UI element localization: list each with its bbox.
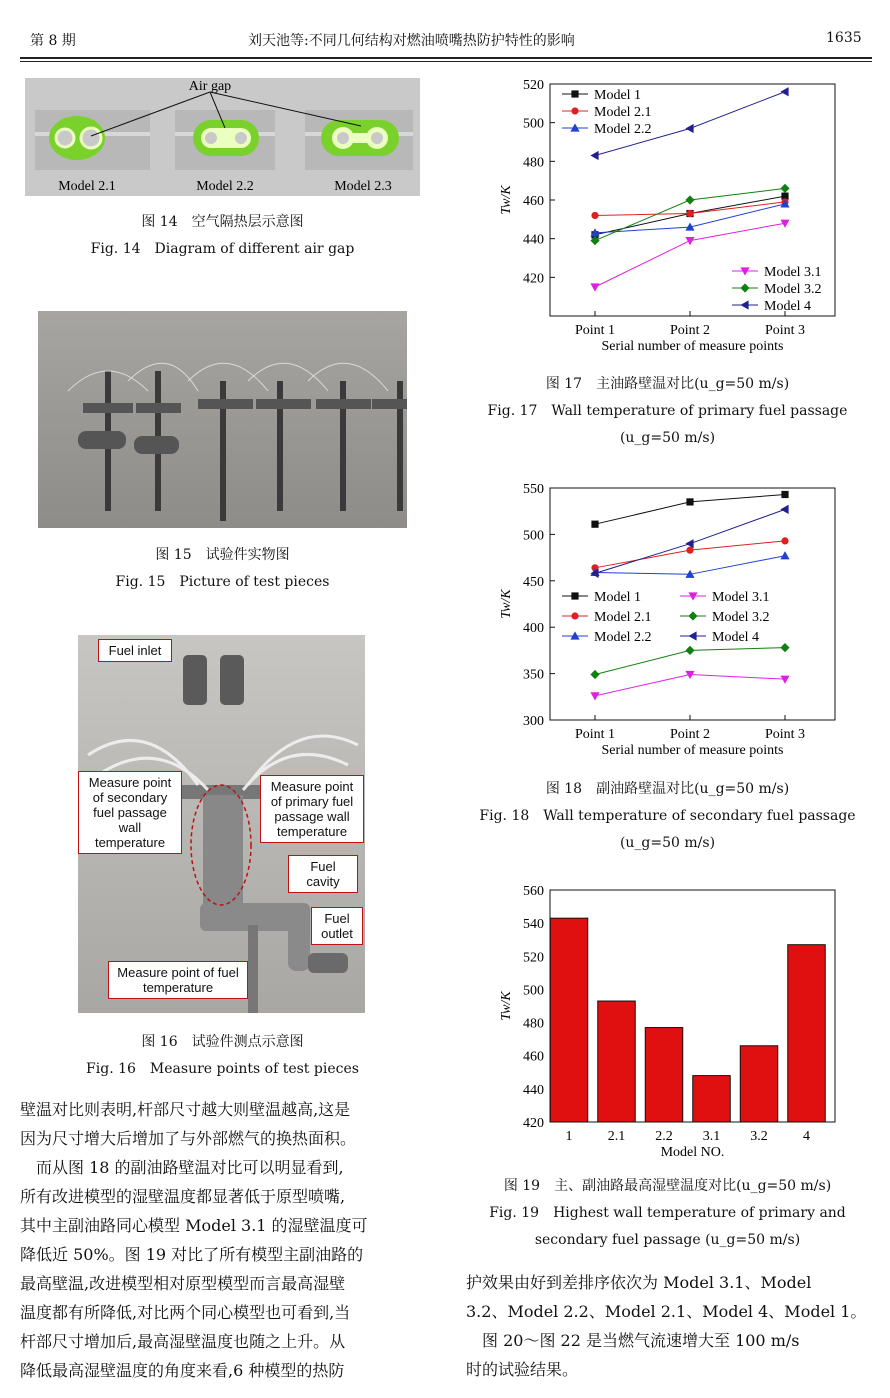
bar xyxy=(645,1028,683,1122)
header-rule-thin xyxy=(20,61,872,62)
text-line: 所有改进模型的湿壁温度都显著低于原型喷嘴, xyxy=(20,1187,346,1206)
bar xyxy=(740,1046,778,1122)
data-point xyxy=(590,670,599,679)
series-line xyxy=(595,223,785,287)
legend-label: Model 4 xyxy=(764,299,812,314)
x-tick-label: 3.2 xyxy=(750,1129,768,1144)
legend-label: Model 3.2 xyxy=(764,282,822,297)
left-body-text xyxy=(20,1095,430,1385)
data-point xyxy=(686,210,693,217)
fig14-diagram xyxy=(25,78,420,196)
model-2-2-drawing xyxy=(175,110,275,170)
fig18-caption-en-2: (u_g=50 m/s) xyxy=(619,835,716,851)
fig16-photo xyxy=(78,635,365,1013)
fig18-caption-cn: 图 18 副油路壁温对比(u_g=50 m/s) xyxy=(545,781,790,797)
text-line: 壁温对比则表明,杆部尺寸越大则壁温越高,这是 xyxy=(20,1100,351,1119)
data-point xyxy=(590,283,599,291)
data-point xyxy=(780,87,788,96)
text-line: 因为尺寸增大后增加了与外部燃气的换热面积。 xyxy=(20,1129,357,1148)
data-point xyxy=(685,237,694,245)
legend-label: Model 2.2 xyxy=(594,630,652,645)
data-point xyxy=(686,498,693,505)
bar xyxy=(598,1001,636,1122)
x-tick-label: 2.1 xyxy=(607,1129,626,1144)
x-tick-label: Point 2 xyxy=(669,727,711,742)
model-2-3-drawing xyxy=(305,110,413,170)
legend-marker xyxy=(571,107,578,114)
data-point xyxy=(781,491,788,498)
x-tick-label: Point 3 xyxy=(764,727,806,742)
bar xyxy=(550,918,588,1122)
fig17-caption-en: Fig. 17 Wall temperature of primary fuel passage xyxy=(487,403,848,419)
y-tick-label: 460 xyxy=(523,1049,544,1065)
x-tick-label: 3.1 xyxy=(702,1129,721,1144)
data-point xyxy=(780,643,789,652)
fig15-caption-cn: 图 15 试验件实物图 xyxy=(155,547,290,563)
fig17-caption-cn: 图 17 主油路壁温对比(u_g=50 m/s) xyxy=(545,376,790,392)
text-line: 杆部尺寸增加后,最高湿壁温度也随之上升。从 xyxy=(20,1332,346,1351)
fig19-caption-cn: 图 19 主、副油路最高湿壁温度对比(u_g=50 m/s) xyxy=(503,1178,832,1194)
text-line: 护效果由好到差排序依次为 Model 3.1、Model xyxy=(466,1273,812,1292)
bar xyxy=(788,945,826,1122)
data-point xyxy=(781,537,788,544)
data-point xyxy=(780,184,789,193)
y-tick-label: 440 xyxy=(523,232,544,248)
model-2-2-label: Model 2.2 xyxy=(196,179,254,194)
y-tick-label: 560 xyxy=(523,884,544,899)
data-point xyxy=(590,151,598,160)
legend-label: Model 3.1 xyxy=(764,265,822,280)
fig17-caption-en-2: (u_g=50 m/s) xyxy=(619,430,716,446)
data-point xyxy=(685,124,693,133)
fig15-illustration xyxy=(38,311,407,528)
model-2-3-label: Model 2.3 xyxy=(334,179,392,194)
x-tick-label: Point 2 xyxy=(669,323,711,338)
fuel-inlet-label: Fuel inlet xyxy=(98,639,172,662)
y-tick-label: 500 xyxy=(523,116,544,132)
primary-measure-label: Measure point of primary fuel passage wall temperature xyxy=(260,775,364,843)
y-tick-label: 550 xyxy=(523,482,544,497)
legend-marker xyxy=(688,631,696,640)
y-tick-label: 420 xyxy=(523,1116,544,1131)
x-tick-label: Point 3 xyxy=(764,323,806,338)
legend-marker xyxy=(688,611,697,620)
y-tick-label: 450 xyxy=(523,574,544,590)
text-line: 其中主副油路同心模型 Model 3.1 的湿壁温度可 xyxy=(20,1216,368,1235)
fig14-caption-en: Fig. 14 Diagram of different air gap xyxy=(90,241,355,257)
fig19-caption-en-2: secondary fuel passage (u_g=50 m/s) xyxy=(534,1232,801,1248)
x-axis-label: Serial number of measure points xyxy=(601,743,784,758)
legend-marker xyxy=(571,90,578,97)
fig17-chart xyxy=(490,74,840,364)
fig15-photo xyxy=(38,311,407,528)
y-tick-label: 480 xyxy=(523,1016,544,1032)
bar xyxy=(693,1076,731,1122)
data-point xyxy=(685,195,694,204)
y-tick-label: 540 xyxy=(523,917,544,933)
y-tick-label: 300 xyxy=(523,714,544,729)
fuel-cavity-label: Fuel cavity xyxy=(288,855,358,893)
text-line: 时的试验结果。 xyxy=(466,1360,579,1379)
legend-label: Model 2.1 xyxy=(594,610,652,625)
y-tick-label: 520 xyxy=(523,78,544,93)
right-body-text xyxy=(466,1268,876,1384)
model-2-1-label: Model 2.1 xyxy=(58,179,116,194)
air-gap-label: Air gap xyxy=(188,79,232,94)
legend-label: Model 2.1 xyxy=(594,105,652,120)
secondary-measure-label: Measure point of secondary fuel passage wall temperature xyxy=(78,771,182,854)
x-axis-label: Serial number of measure points xyxy=(601,339,784,354)
text-line: 图 20～图 22 是当燃气流速增大至 100 m/s xyxy=(466,1331,800,1350)
y-tick-label: 520 xyxy=(523,950,544,966)
issue-number: 第 8 期 xyxy=(30,33,76,49)
x-tick-label: Point 1 xyxy=(574,727,616,742)
fuel-temp-measure-label: Measure point of fuel temperature xyxy=(108,961,248,999)
fig19-caption-en: Fig. 19 Highest wall temperature of primary and xyxy=(489,1205,846,1221)
x-tick-label: Point 1 xyxy=(574,323,616,338)
y-tick-label: 500 xyxy=(523,983,544,999)
y-tick-label: 480 xyxy=(523,155,544,171)
fig16-caption-cn: 图 16 试验件测点示意图 xyxy=(141,1034,304,1050)
legend-label: Model 2.2 xyxy=(594,122,652,137)
text-line: 3.2、Model 2.2、Model 2.1、Model 4、Model 1。 xyxy=(466,1302,867,1321)
text-line: 降低近 50%。图 19 对比了所有模型主副油路的 xyxy=(20,1245,364,1264)
data-point xyxy=(591,521,598,528)
y-tick-label: 400 xyxy=(523,621,544,637)
page-number: 1635 xyxy=(826,30,862,46)
legend-label: Model 3.2 xyxy=(712,610,770,625)
fig19-chart xyxy=(490,878,840,1166)
legend-marker xyxy=(571,612,578,619)
model-2-1-drawing xyxy=(35,110,150,170)
running-title: 刘天池等:不同几何结构对燃油喷嘴热防护特性的影响 xyxy=(248,33,575,49)
x-tick-label: 2.2 xyxy=(655,1129,673,1144)
text-line: 降低最高湿壁温度的角度来看,6 种模型的热防 xyxy=(20,1361,345,1380)
legend-label: Model 4 xyxy=(712,630,760,645)
text-line: 最高壁温,改进模型相对原型模型而言最高湿壁 xyxy=(20,1274,346,1293)
x-axis-label: Model NO. xyxy=(660,1145,725,1160)
x-tick-label: 1 xyxy=(565,1129,573,1144)
text-line: 而从图 18 的副油路壁温对比可以明显看到, xyxy=(20,1158,344,1177)
data-point xyxy=(780,676,789,684)
fuel-outlet-label: Fuel outlet xyxy=(311,907,363,945)
fig14-caption-cn: 图 14 空气隔热层示意图 xyxy=(141,214,304,230)
text-line: 温度都有所降低,对比两个同心模型也可看到,当 xyxy=(20,1303,351,1322)
y-tick-label: 350 xyxy=(523,667,544,683)
fig15-caption-en: Fig. 15 Picture of test pieces xyxy=(115,574,330,590)
data-point xyxy=(780,551,789,559)
fig18-caption-en: Fig. 18 Wall temperature of secondary fuel passage xyxy=(479,808,856,824)
data-point xyxy=(591,212,598,219)
legend-label: Model 1 xyxy=(594,88,642,103)
y-axis-label: Tw/K xyxy=(499,991,514,1021)
legend-marker xyxy=(740,300,748,309)
x-tick-label: 4 xyxy=(803,1129,810,1144)
fig16-caption-en: Fig. 16 Measure points of test pieces xyxy=(86,1061,359,1077)
data-point xyxy=(780,505,788,514)
y-tick-label: 460 xyxy=(523,194,544,209)
header-rule xyxy=(20,57,872,59)
y-tick-label: 440 xyxy=(523,1082,544,1098)
data-point xyxy=(590,692,599,700)
legend-label: Model 3.1 xyxy=(712,590,770,605)
y-tick-label: 500 xyxy=(523,528,544,544)
legend-marker xyxy=(740,283,749,292)
y-tick-label: 420 xyxy=(523,271,544,287)
legend-label: Model 1 xyxy=(594,590,642,605)
y-axis-label: Tw/K xyxy=(499,185,514,215)
y-axis-label: Tw/K xyxy=(499,589,514,619)
fig14-svg xyxy=(25,78,420,196)
legend-marker xyxy=(571,592,578,599)
data-point xyxy=(685,646,694,655)
fig18-chart xyxy=(490,478,840,768)
